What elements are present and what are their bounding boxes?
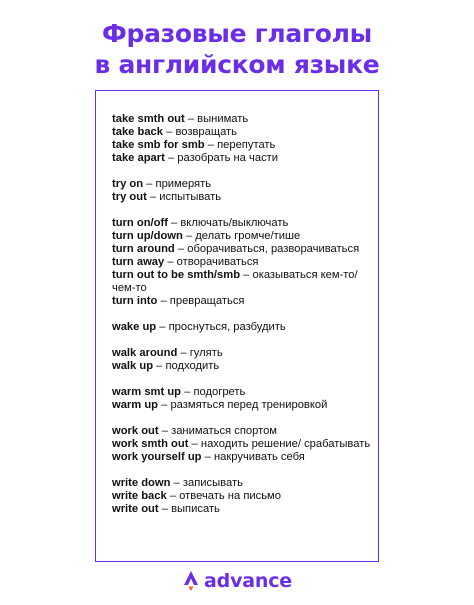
verb-entry xyxy=(112,217,374,230)
phrasal-verb: turn around xyxy=(112,243,175,255)
verb-translation: – записывать xyxy=(170,477,243,489)
phrasal-verb: take smth out xyxy=(112,113,185,125)
verb-translation: – заниматься спортом xyxy=(158,425,277,437)
phrasal-verb: try on xyxy=(112,178,144,190)
verb-entry xyxy=(112,321,374,334)
verb-entry xyxy=(112,139,374,152)
phrasal-verb: turn out to be smth/smb xyxy=(112,269,241,281)
advance-logo-icon xyxy=(182,570,200,592)
verb-entry xyxy=(112,386,374,399)
brand-logo xyxy=(182,570,292,592)
phrasal-verb: work yourself up xyxy=(112,451,202,463)
phrasal-verb: walk around xyxy=(112,347,178,359)
verb-translation: – оборачиваться, разворачиваться xyxy=(174,243,360,255)
verb-entry xyxy=(112,438,374,451)
phrasal-verb: warm smt up xyxy=(112,386,182,398)
verb-entry xyxy=(112,230,374,243)
verb-entry xyxy=(112,178,374,191)
verb-translation: – выписать xyxy=(158,503,220,515)
verb-entry xyxy=(112,503,374,516)
page-title xyxy=(0,18,474,80)
phrasal-verb: take apart xyxy=(112,152,165,164)
verb-entry xyxy=(112,490,374,503)
verb-entry xyxy=(112,399,374,412)
verb-translation: – подогреть xyxy=(181,386,246,398)
verb-entry xyxy=(112,347,374,360)
phrasal-verb: write down xyxy=(112,477,171,489)
verb-translation: – примерять xyxy=(143,178,212,190)
verb-translation: – находить решение/ срабатывать xyxy=(188,438,371,450)
phrasal-verb-list xyxy=(112,113,374,516)
phrasal-verb: turn into xyxy=(112,295,158,307)
verb-group xyxy=(112,477,374,516)
phrasal-verb: write back xyxy=(112,490,167,502)
phrasal-verb: walk up xyxy=(112,360,154,372)
phrasal-verb: turn up/down xyxy=(112,230,183,242)
verb-translation: – подходить xyxy=(153,360,220,372)
verb-translation: – проснуться, разбудить xyxy=(156,321,286,333)
verb-entry xyxy=(112,113,374,126)
phrasal-verb: work out xyxy=(112,425,159,437)
verb-group xyxy=(112,178,374,204)
verb-translation: – отворачиваться xyxy=(164,256,259,268)
verb-group xyxy=(112,113,374,165)
footer xyxy=(0,570,474,592)
verb-group xyxy=(112,386,374,412)
verb-translation: – перепутать xyxy=(204,139,276,151)
phrasal-verb: wake up xyxy=(112,321,157,333)
phrasal-verb: write out xyxy=(112,503,159,515)
verb-translation: – включать/выключать xyxy=(167,217,289,229)
title-line-1: Фразовые глаголы xyxy=(102,19,372,48)
verb-entry xyxy=(112,360,374,373)
verb-translation: – разобрать на части xyxy=(164,152,279,164)
brand-name: advance xyxy=(204,570,292,592)
verb-entry xyxy=(112,269,374,295)
verb-group xyxy=(112,425,374,464)
verb-translation: – накручивать себя xyxy=(201,451,305,463)
verb-entry xyxy=(112,191,374,204)
verb-entry xyxy=(112,477,374,490)
verb-translation: – отвечать на письмо xyxy=(166,490,281,502)
verb-entry xyxy=(112,152,374,165)
verb-translation: – вынимать xyxy=(184,113,249,125)
verb-entry xyxy=(112,243,374,256)
verb-translation: – возвращать xyxy=(163,126,238,138)
verb-entry xyxy=(112,126,374,139)
verb-group xyxy=(112,321,374,334)
verb-translation: – гулять xyxy=(177,347,223,359)
verb-entry xyxy=(112,451,374,464)
verb-entry xyxy=(112,256,374,269)
verb-translation: – делать громче/тише xyxy=(182,230,301,242)
phrasal-verb: turn away xyxy=(112,256,165,268)
phrasal-verb: try out xyxy=(112,191,147,203)
phrasal-verb: work smth out xyxy=(112,438,189,450)
verb-translation: – оказываться кем-то/ чем-то xyxy=(112,269,358,294)
title-line-2: в английском языке xyxy=(94,50,380,79)
phrasal-verb: take back xyxy=(112,126,163,138)
verb-group xyxy=(112,217,374,308)
verb-entry xyxy=(112,295,374,308)
verb-translation: – испытывать xyxy=(146,191,222,203)
verb-entry xyxy=(112,425,374,438)
verb-group xyxy=(112,347,374,373)
phrasal-verb: turn on/off xyxy=(112,217,168,229)
verb-translation: – превращаться xyxy=(157,295,245,307)
phrasal-verb: warm up xyxy=(112,399,159,411)
phrasal-verb: take smb for smb xyxy=(112,139,205,151)
verb-translation: – размяться перед тренировкой xyxy=(158,399,328,411)
